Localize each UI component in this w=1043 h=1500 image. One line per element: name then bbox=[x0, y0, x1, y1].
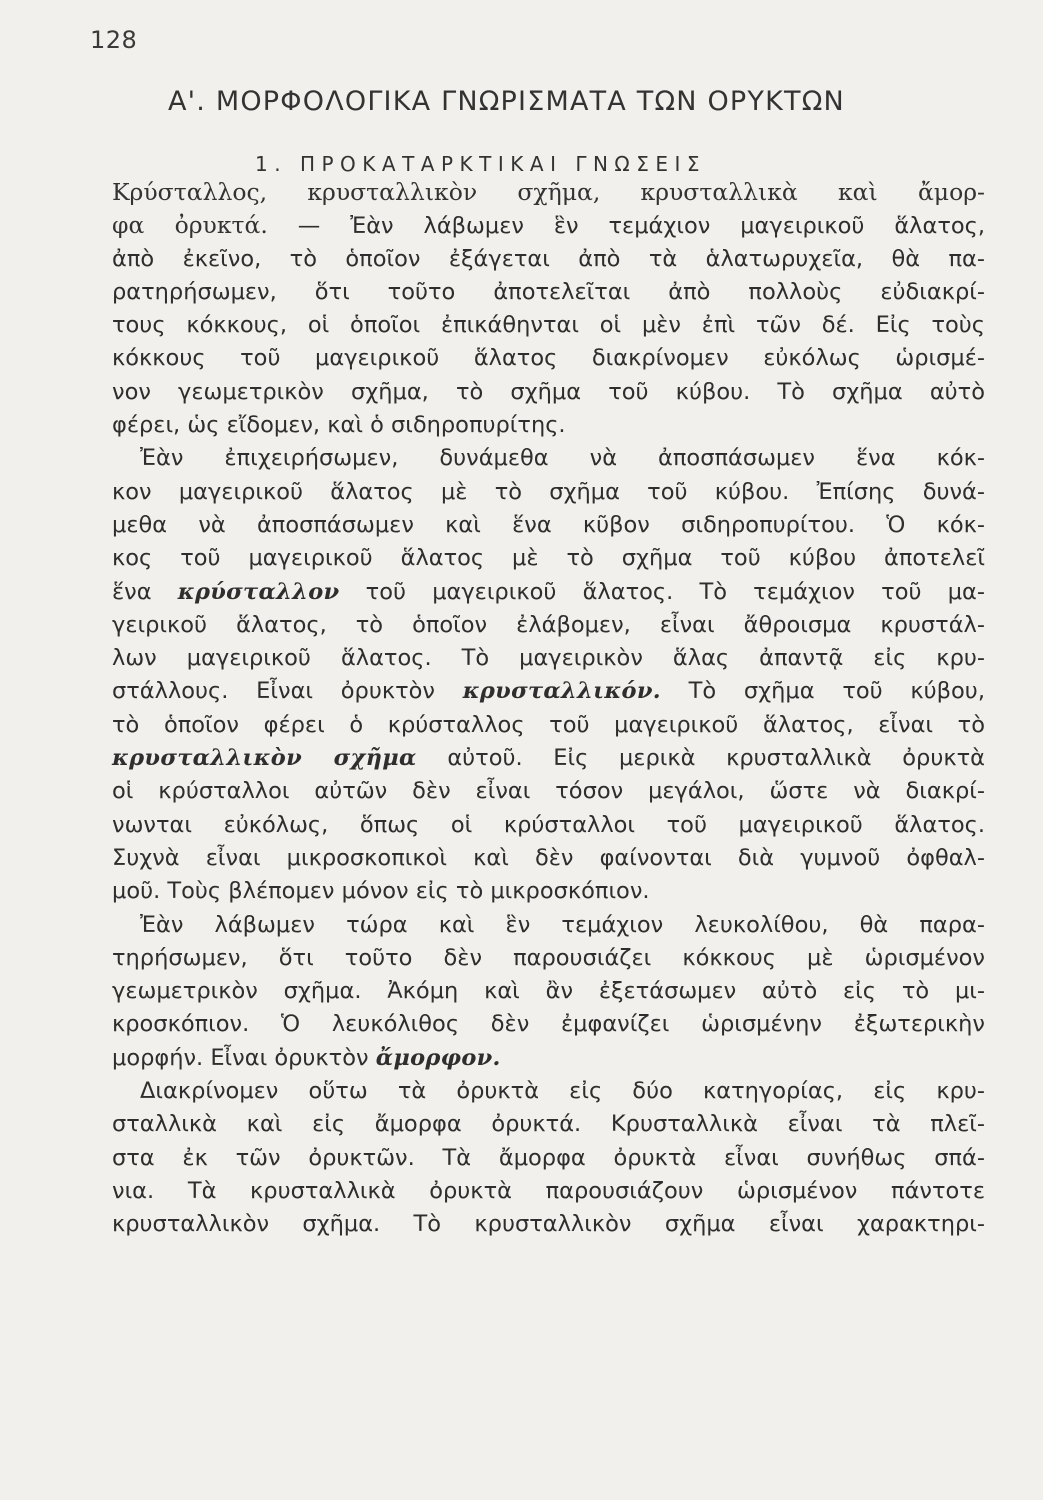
text-line bbox=[112, 309, 985, 342]
text-span: λων μαγειρικοῦ ἅλατος. Τὸ μαγειρικὸν ἅλας ἀπαντᾷ εἰς κρυ- bbox=[112, 645, 985, 672]
bold-term-amorphous: ἄμορφον. bbox=[375, 1044, 501, 1071]
text-line bbox=[112, 342, 985, 375]
bold-term-crystal: κρύσταλλον bbox=[177, 578, 340, 605]
text-span: σταλλικὰ καὶ εἰς ἄμορφα ὀρυκτά. Κρυσταλλικὰ εἶναι τὰ πλεῖ- bbox=[112, 1111, 985, 1138]
text-span: τους κόκκους, οἱ ὁποῖοι ἐπικάθηνται οἱ μὲν ἐπὶ τῶν δέ. Εἰς τοὺς bbox=[112, 312, 985, 339]
text-span: γεωμετρικὸν σχῆμα. Ἀκόμη καὶ ἂν ἐξετάσωμεν αὐτὸ εἰς τὸ μι- bbox=[112, 978, 985, 1005]
text-span: Ἐὰν ἐπιχειρήσωμεν, δυνάμεθα νὰ ἀποσπάσωμεν ἕνα κόκ- bbox=[140, 445, 985, 472]
text-span: κόκκους τοῦ μαγειρικοῦ ἅλατος διακρίνομεν εὐκόλως ὡρισμέ- bbox=[112, 345, 985, 372]
text-line bbox=[112, 1008, 985, 1041]
text-line bbox=[112, 542, 985, 575]
text-span: νωνται εὐκόλως, ὅπως οἱ κρύσταλλοι τοῦ μαγειρικοῦ ἅλατος. bbox=[112, 811, 985, 838]
text-span: μεθα νὰ ἀποσπάσωμεν καὶ ἕνα κῦβον σιδηροπυρίτου. Ὁ κόκ- bbox=[112, 511, 985, 538]
text-line bbox=[112, 742, 985, 775]
text-span: τοῦ μαγειρικοῦ ἅλατος. Τὸ τεμάχιον τοῦ μα- bbox=[339, 578, 985, 605]
text-span: Τὸ σχῆμα τοῦ κύβου, bbox=[660, 678, 985, 705]
subsection-heading: Κρύσταλλος, κρυσταλλικὸν σχῆμα, κρυσταλλικὰ καὶ ἄμορ- bbox=[112, 178, 985, 206]
text-line bbox=[112, 576, 985, 609]
text-span: στα ἐκ τῶν ὀρυκτῶν. Τὰ ἄμορφα ὀρυκτὰ εἶναι συνήθως σπά- bbox=[112, 1144, 985, 1171]
text-line bbox=[112, 276, 985, 309]
text-span: γειρικοῦ ἅλατος, τὸ ὁποῖον ἐλάβομεν, εἶναι ἄθροισμα κρυστάλ- bbox=[112, 611, 985, 638]
text-line bbox=[112, 975, 985, 1008]
text-line bbox=[112, 875, 985, 908]
text-line bbox=[112, 942, 985, 975]
text-span: φέρει, ὡς εἴδομεν, καὶ ὁ σιδηροπυρίτης. bbox=[112, 412, 566, 439]
text-line bbox=[112, 176, 985, 209]
text-span: στάλλους. Εἶναι ὀρυκτὸν bbox=[112, 678, 463, 705]
text-span: κος τοῦ μαγειρικοῦ ἅλατος μὲ τὸ σχῆμα τοῦ κύβου ἀποτελεῖ bbox=[112, 545, 985, 572]
text-line bbox=[112, 409, 985, 442]
text-line bbox=[112, 1142, 985, 1175]
text-line bbox=[112, 442, 985, 475]
text-span: ἕνα bbox=[112, 578, 178, 605]
bold-term-crystalline-shape: κρυσταλλικὸν σχῆμα bbox=[112, 745, 417, 772]
text-span: ἀπὸ ἐκεῖνο, τὸ ὁποῖον ἐξάγεται ἀπὸ τὰ ἁλατωρυχεῖα, θὰ πα- bbox=[112, 245, 985, 272]
bold-term-crystalline: κρυσταλλικόν. bbox=[462, 678, 661, 705]
text-line bbox=[112, 775, 985, 808]
text-line bbox=[112, 243, 985, 276]
text-line bbox=[112, 1075, 985, 1108]
text-line bbox=[112, 376, 985, 409]
text-span: αὐτοῦ. Εἰς μερικὰ κρυσταλλικὰ ὀρυκτὰ bbox=[416, 745, 985, 772]
subsection-heading-end: φα ὀρυκτά. bbox=[112, 211, 268, 240]
text-line bbox=[112, 842, 985, 875]
text-span: νον γεωμετρικὸν σχῆμα, τὸ σχῆμα τοῦ κύβου. Τὸ σχῆμα αὐτὸ bbox=[112, 378, 985, 405]
section-title: 1. ΠΡΟΚΑΤΑΡΚΤΙΚΑΙ ΓΝΩΣΕΙΣ bbox=[255, 152, 707, 176]
text-line bbox=[112, 1108, 985, 1141]
text-line bbox=[112, 209, 985, 242]
text-span: μοῦ. Τοὺς βλέπομεν μόνον εἰς τὸ μικροσκόπιον. bbox=[112, 878, 650, 905]
text-line bbox=[112, 609, 985, 642]
text-line bbox=[112, 642, 985, 675]
text-line bbox=[112, 909, 985, 942]
text-span: κον μαγειρικοῦ ἅλατος μὲ τὸ σχῆμα τοῦ κύβου. Ἐπίσης δυνά- bbox=[112, 478, 985, 505]
text-span: Συχνὰ εἶναι μικροσκοπικοὶ καὶ δὲν φαίνονται διὰ γυμνοῦ ὀφθαλ- bbox=[112, 844, 985, 871]
text-line bbox=[112, 1175, 985, 1208]
text-line bbox=[112, 675, 985, 708]
text-span: — Ἐὰν λάβωμεν ἓν τεμάχιον μαγειρικοῦ ἅλατος, bbox=[267, 213, 985, 240]
text-span: τὸ ὁποῖον φέρει ὁ κρύσταλλος τοῦ μαγειρικοῦ ἅλατος, εἶναι τὸ bbox=[112, 711, 985, 738]
text-span: κροσκόπιον. Ὁ λευκόλιθος δὲν ἐμφανίζει ὡρισμένην ἐξωτερικὴν bbox=[112, 1011, 985, 1038]
text-line bbox=[112, 1042, 985, 1075]
text-line bbox=[112, 476, 985, 509]
text-line bbox=[112, 1208, 985, 1241]
text-span: Διακρίνομεν οὕτω τὰ ὀρυκτὰ εἰς δύο κατηγορίας, εἰς κρυ- bbox=[140, 1078, 985, 1105]
text-span: νια. Τὰ κρυσταλλικὰ ὀρυκτὰ παρουσιάζουν ὡρισμένον πάντοτε bbox=[112, 1177, 985, 1204]
text-line bbox=[112, 809, 985, 842]
text-span: κρυσταλλικὸν σχῆμα. Τὸ κρυσταλλικὸν σχῆμα εἶναι χαρακτηρι- bbox=[112, 1211, 985, 1238]
body-text bbox=[112, 176, 985, 1242]
text-span: τηρήσωμεν, ὅτι τοῦτο δὲν παρουσιάζει κόκκους μὲ ὡρισμένον bbox=[112, 944, 985, 971]
text-line bbox=[112, 509, 985, 542]
text-span: μορφήν. Εἶναι ὀρυκτὸν bbox=[112, 1044, 376, 1071]
text-line bbox=[112, 709, 985, 742]
text-span: Ἐὰν λάβωμεν τώρα καὶ ἓν τεμάχιον λευκολίθου, θὰ παρα- bbox=[140, 911, 985, 938]
text-span: οἱ κρύσταλλοι αὐτῶν δὲν εἶναι τόσον μεγάλοι, ὥστε νὰ διακρί- bbox=[112, 778, 985, 805]
page-number: 128 bbox=[90, 26, 138, 54]
text-span: ρατηρήσωμεν, ὅτι τοῦτο ἀποτελεῖται ἀπὸ πολλοὺς εὐδιακρί- bbox=[112, 278, 985, 305]
chapter-title: Α'. ΜΟΡΦΟΛΟΓΙΚΑ ΓΝΩΡΙΣΜΑΤΑ ΤΩΝ ΟΡΥΚΤΩΝ bbox=[168, 86, 845, 117]
